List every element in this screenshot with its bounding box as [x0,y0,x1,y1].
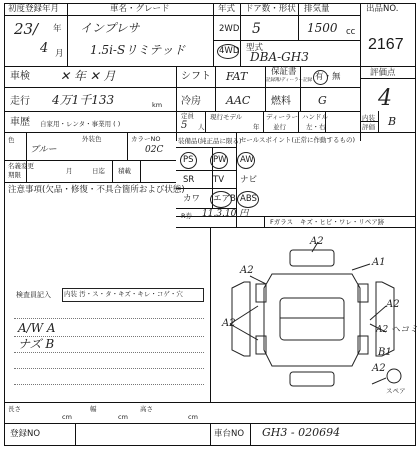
mark-right-side2: A2 ヘコミ [376,325,419,335]
car-diagram [210,228,419,402]
note-line [14,336,204,337]
name-grade-label: 車名・グレード [110,4,170,14]
mark-left-front: A2 [240,265,254,276]
rule [265,66,266,111]
color-sub: 外装色 [82,135,102,143]
rule [298,111,299,132]
dealer-value: 並行 [273,123,286,131]
height-unit: cm [188,413,198,421]
shift-value: FAT [226,70,248,83]
note-line [14,384,204,385]
length-unit: cm [62,413,72,421]
rule [4,87,360,88]
rule [4,182,176,183]
rule [176,170,236,171]
rule [213,40,360,41]
mark-right-side3: B1 [378,347,392,358]
chassis-no-value: GH3 - 020694 [262,426,341,439]
equip-pw-circle [210,152,228,169]
rule [264,216,265,227]
month-unit: 月 [55,49,64,59]
listing-no: 2167 [368,36,404,53]
rule [210,423,211,446]
glass-note: キズ・ヒビ・ワレ・リペア跡 [300,218,385,226]
first-reg-year: 23 [14,20,34,38]
inspection-label: 車検 [10,71,30,82]
handle-value: 左・右 [306,123,326,131]
spare-label: スペア [386,387,406,395]
year-unit: 年 [53,24,62,34]
rule [127,132,128,160]
rule [263,111,264,132]
equip-airbag: エアB [213,194,236,204]
equip-title: 装備品(純正品に限る) [178,137,242,145]
color-value: ブルー [30,145,57,155]
equip-sr: SR [183,175,195,185]
notes-line2: ナズ B [18,337,55,351]
equip-abs: ABS [240,194,257,204]
reg-no-label: 登録NO [10,429,41,439]
drive-4wd: 4WD [219,46,240,56]
equip-aw: AW [240,155,254,165]
drive-2wd: 2WD [219,24,240,34]
history-options: 自家用・レンタ・事業用 ( ) [40,120,121,128]
color-no-label: カラーNO [131,135,161,143]
rule [4,402,416,403]
equip-navi: ナビ [240,175,258,185]
rule [240,3,241,66]
warranty-label: 保証書 [271,67,297,77]
rule [4,160,176,161]
displacement-label: 排気量 [304,4,330,14]
model-year-label: 年式 [218,4,236,14]
mileage-value: 4万1千133 [52,93,115,107]
mark-right-side: A2 [386,299,400,310]
rule [360,78,416,79]
mark-bottom: A2 [372,363,386,374]
rule [75,423,76,446]
score-label: 評価点 [370,68,396,78]
history-label: 車歴 [10,117,30,128]
handle-label: ハンドル [302,113,328,121]
date-label: 日迄 [92,167,105,175]
mark-front-right: A1 [372,257,386,268]
capacity-unit: 人 [198,123,205,131]
r-label: R券 [181,212,193,220]
equip-ps: PS [183,155,194,165]
month-label: 月 [66,167,73,175]
warranty-value: 有・無 [315,72,341,82]
first-reg-label: 初度登録年月 [8,4,60,14]
sales-point-label: セールスポイント(正常に作動するもの) [240,136,355,144]
mark-left-side: A2 [222,318,236,329]
rule [112,160,113,182]
doors: 5 [252,21,261,37]
r-value: 11.3.10 円 [202,209,249,219]
rule [176,188,236,189]
notes-title: 注意事項(欠品・修復・不具合箇所および状態) [8,185,185,195]
mileage-unit: km [152,101,163,109]
equip-aw-circle [237,152,255,169]
shift-label: シフト [181,71,211,82]
rule [360,3,361,66]
grade: 1.5i-Sリミテッド [90,43,186,57]
note-line [14,318,204,319]
loaded-label: 積載 [118,167,131,175]
rule [213,3,214,66]
note-line [14,368,204,369]
rule [4,66,416,67]
f-glass-label: Fガラス [270,218,294,226]
rule [26,132,27,182]
notes-line1: A/W A [18,321,56,335]
ac-value: AAC [226,94,251,107]
rule [300,66,301,111]
rule [298,3,299,40]
inspector-options: 内装 汚・ス・タ・キズ・キレ・コゲ・穴 [64,290,183,298]
door-label: ドア数・形状 [245,4,296,14]
model-change-label: 現行モデル [210,113,243,121]
ac-label: 冷房 [181,96,201,107]
rule [176,147,236,148]
rule [250,423,251,446]
equip-abs-circle [237,191,259,208]
model-code: DBA-GH3 [250,50,309,64]
rule [4,132,416,133]
interior-value: B [388,115,397,128]
rule [205,111,206,132]
cc-unit: cc [346,27,356,37]
first-reg-slash: / [33,20,39,38]
rule [67,3,68,66]
capacity-label: 定員 [181,112,194,120]
deadline-label: 期限 [8,171,21,179]
warranty-circle [313,70,328,85]
equip-pw: PW [213,155,227,165]
color-no-value: 02C [145,145,164,155]
rule [378,111,379,132]
capacity-value: 5 [181,120,188,131]
first-reg-month: 4 [40,41,49,56]
width-unit: cm [118,413,128,421]
name-change-label: 名義変更 [8,162,34,170]
equip-leather: カワ [183,194,201,204]
length-label: 長さ [8,405,21,413]
model-label: 型式 [246,43,264,53]
fuel-label: 燃料 [271,96,291,107]
mark-top: A2 [310,236,324,247]
equip-ps-circle [180,152,197,169]
rule [176,66,177,141]
interior-label: 内装評価 [362,114,375,131]
mileage-label: 走行 [10,96,30,107]
color-label: 色 [8,136,15,144]
inspector-label: 検査員記入 [16,291,51,299]
equip-airbag-circle [210,191,232,208]
listing-no-label: 出品NO. [366,4,399,14]
score-value: 4 [378,86,392,111]
rule [140,160,141,182]
warranty-sub: 記録簿/ディーラー記録 [266,78,313,83]
car-name: インプレサ [80,21,140,35]
chassis-no-label: 車台NO [214,429,245,439]
inspection-value: ✕ 年 ✕ 月 [60,69,116,83]
displacement-value: 1500 [307,21,338,35]
rule [215,66,216,111]
rule [4,15,360,16]
equip-tv: TV [213,175,225,185]
dealer-label: ディーラー [266,113,298,121]
note-line [14,352,204,353]
fuel-value: G [318,94,327,107]
model-change-unit: 年 [253,123,260,131]
width-label: 幅 [90,405,97,413]
height-label: 高さ [140,405,153,413]
